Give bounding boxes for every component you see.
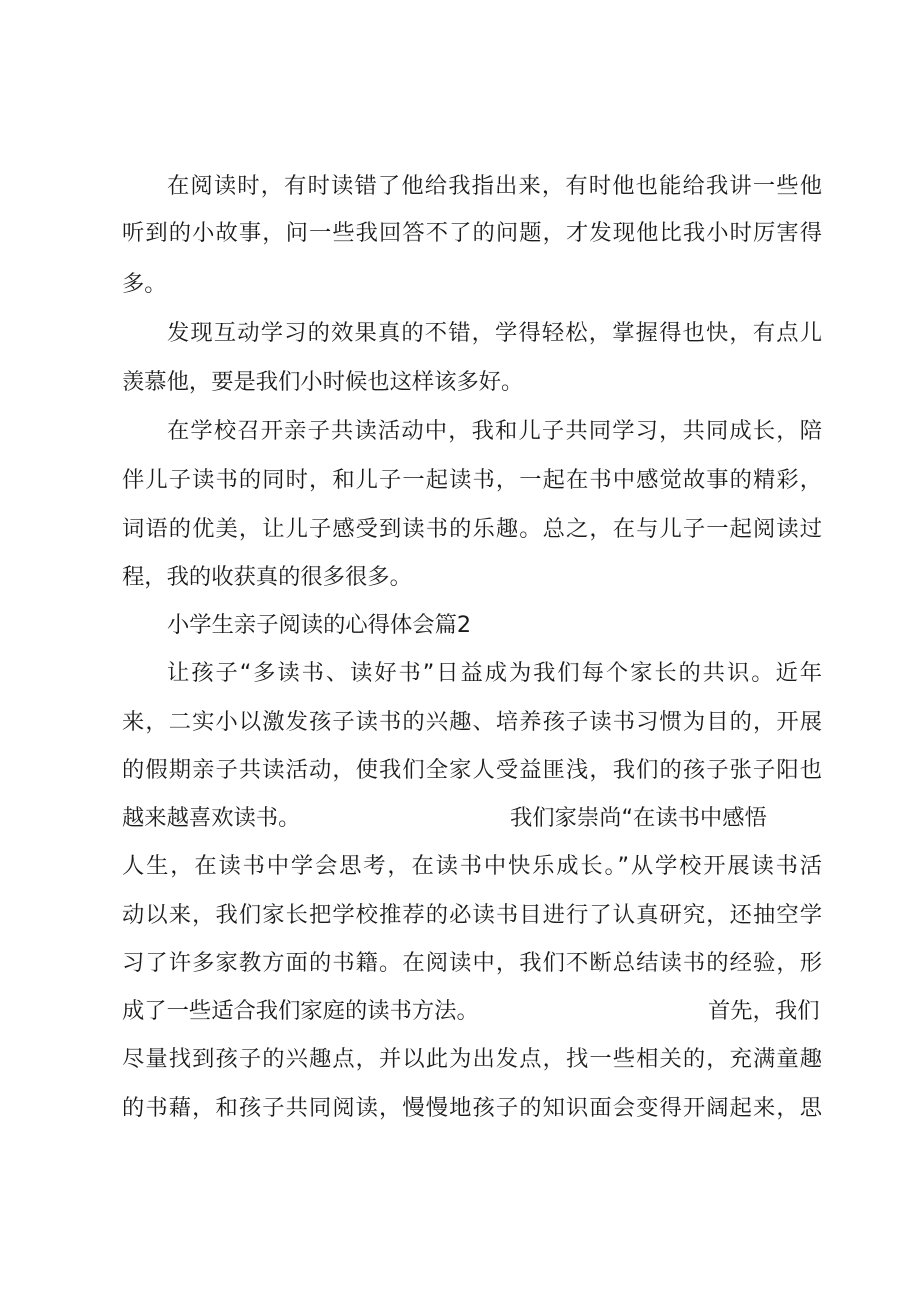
paragraph-2-line-2: 羡慕他，要是我们小时候也这样该多好。 bbox=[122, 369, 524, 395]
paragraph-1-line-3: 多。 bbox=[122, 271, 167, 297]
paragraph-2-line-1: 发现互动学习的效果真的不错，学得轻松，掌握得也快，有点儿 bbox=[167, 320, 822, 346]
paragraph-4-line-1: 让孩子“多读书、读好书”日益成为我们每个家长的共识。近年 bbox=[167, 660, 822, 686]
paragraph-1-line-1: 在阅读时，有时读错了他给我指出来，有时他也能给我讲一些他 bbox=[167, 173, 822, 199]
paragraph-3-line-1: 在学校召开亲子共读活动中，我和儿子共同学习，共同成长，陪 bbox=[167, 418, 822, 444]
paragraph-3-line-3: 词语的优美，让儿子感受到读书的乐趣。总之，在与儿子一起阅读过 bbox=[122, 516, 822, 542]
paragraph-4-line-3: 的假期亲子共读活动，使我们全家人受益匪浅，我们的孩子张子阳也 bbox=[122, 757, 822, 783]
paragraph-4-line-4-part-2: 我们家崇尚“在读书中感悟 bbox=[510, 805, 767, 831]
paragraph-4-line-8-part-2: 首先，我们 bbox=[708, 998, 820, 1024]
paragraph-1-line-2: 听到的小故事，问一些我回答不了的问题，才发现他比我小时厉害得 bbox=[122, 220, 822, 246]
paragraph-4-line-2: 来，二实小以激发孩子读书的兴趣、培养孩子读书习惯为目的，开展 bbox=[122, 709, 822, 735]
paragraph-3-line-4: 程，我的收获真的很多很多。 bbox=[122, 564, 412, 590]
paragraph-4-line-9: 尽量找到孩子的兴趣点，并以此为出发点，找一些相关的，充满童趣 bbox=[122, 1046, 822, 1072]
paragraph-4-line-5: 人生，在读书中学会思考，在读书中快乐成长。”从学校开展读书活 bbox=[122, 853, 822, 879]
paragraph-4-line-8-part-1: 成了一些适合我们家庭的读书方法。 bbox=[122, 998, 479, 1024]
paragraph-4-line-10: 的书藉，和孩子共同阅读，慢慢地孩子的知识面会变得开阔起来，思 bbox=[122, 1095, 822, 1121]
paragraph-3-line-2: 伴儿子读书的同时，和儿子一起读书，一起在书中感觉故事的精彩， bbox=[122, 467, 822, 493]
paragraph-4-line-4-part-1: 越来越喜欢读书。 bbox=[122, 805, 301, 831]
paragraph-4-line-7: 习了许多家教方面的书籍。在阅读中，我们不断总结读书的经验，形 bbox=[122, 950, 822, 976]
section-heading: 小学生亲子阅读的心得体会篇2 bbox=[167, 612, 472, 638]
paragraph-4-line-6: 动以来，我们家长把学校推荐的必读书目进行了认真研究，还抽空学 bbox=[122, 902, 822, 928]
